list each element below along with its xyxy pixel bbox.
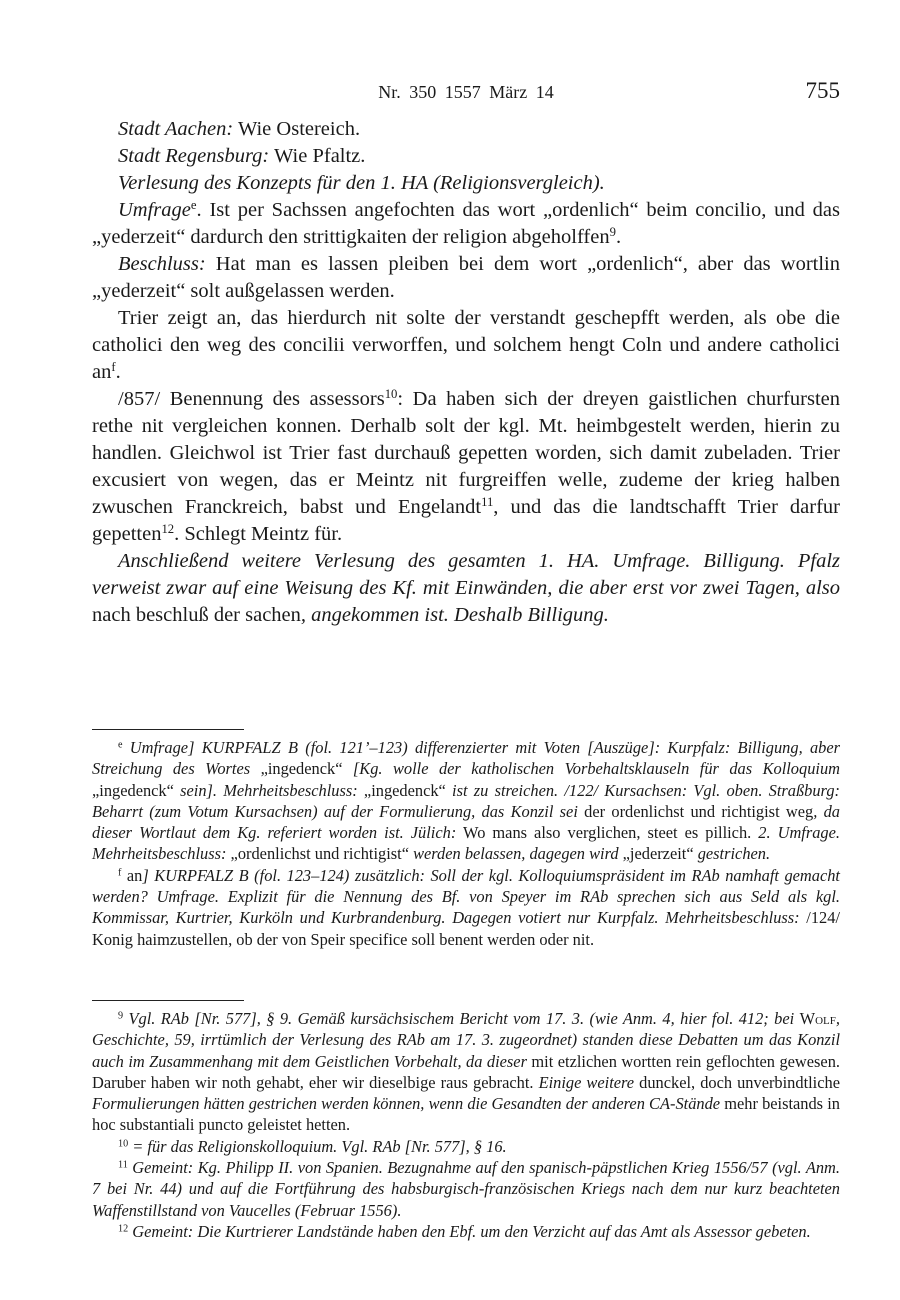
- text-segment: /857/ Benennung des assessors: [118, 388, 385, 410]
- italic-text: Anschließend weitere Verlesung des gesamten 1. HA. Umfrage. Billigung. Pfalz verweist zwar auf eine Weisung des Kf. mit Einwänden, die aber erst vor zwei Tagen, also: [92, 550, 840, 599]
- note-marker: 12: [161, 522, 175, 537]
- note-marker: f: [118, 867, 122, 879]
- note-marker: 10: [118, 1138, 129, 1150]
- text-segment: „ingedenck“: [363, 780, 446, 800]
- text-segment: Trier zeigt an, das hierdurch nit solte der verstandt geschepfft werden, als obe die catholici den weg des concilii verworffen, und solchem hengt Coln und andere catholici an: [92, 307, 840, 383]
- italic-text: ] KURPFALZ B (fol. 123–124) zusätzlich: Soll der kgl. Kolloquiumspräsident im RAb namhaft gemacht werden? Umfrage. Explizit für die Nennung des Bf. von Speyer im RAb sprechen sich aus Seld als kgl. Kommissar, Kurtrier, Kurköln und Kurbrandenburg. Dagegen votiert nur Kurpfalz. Mehrheitsbeschluss:: [92, 865, 840, 928]
- note-marker: 11: [481, 495, 494, 510]
- note-marker: 11: [118, 1159, 128, 1171]
- footnote: [92, 1008, 840, 1136]
- italic-text: Gemeint: Die Kurtrierer Landstände haben den Ebf. um den Verzicht auf das Amt als Assessor gebeten.: [128, 1221, 811, 1241]
- text-segment: der ordenlichst und richtigist weg: [577, 801, 814, 821]
- italic-text: , Geschichte, 59, irrtümlich der Verlesung des RAb am 17. 3. zugeordnet) standen diese Debatten um das Konzil auch im Zusammenhang mit dem Geistlichen Vorbehalt, da dieser: [92, 1009, 840, 1071]
- italic-text: Stadt Aachen:: [118, 118, 234, 140]
- text-segment: mit etzlichen wortten rein geflochten gewesen. Daruber haben wir noth gehabt, eher wir dieselbige raus gebracht.: [92, 1051, 840, 1092]
- italic-text: , da dieser Wortlaut dem Kg. referiert worden ist. Jülich:: [92, 801, 840, 843]
- text-segment: Wolf: [799, 1009, 836, 1028]
- textual-notes: [92, 729, 840, 950]
- main-text: [92, 116, 840, 629]
- page-number: 755: [805, 78, 840, 103]
- text-segment: dunckel, doch unverbindtliche: [634, 1072, 840, 1092]
- italic-text: sein]. Mehrheitsbeschluss:: [173, 780, 364, 800]
- italic-text: gestrichen.: [693, 844, 771, 864]
- italic-text: = für das Religionskolloquium. Vgl. RAb [Nr. 577], § 16.: [128, 1136, 507, 1156]
- italic-text: , angekommen ist. Deshalb Billigung.: [300, 604, 609, 626]
- italic-text: Umfrage: [118, 199, 191, 221]
- italic-text: Formulierungen hätten gestrichen werden können, wenn die Gesandten der anderen CA-Stände: [92, 1094, 721, 1114]
- footnote: [92, 1136, 840, 1157]
- running-title: Nr. 350 1557 März 14: [378, 82, 554, 102]
- paragraph: [92, 548, 840, 629]
- footnotes-body: [92, 1008, 840, 1242]
- italic-text: Stadt Regensburg:: [118, 145, 270, 167]
- paragraph: [92, 170, 840, 197]
- italic-text: 2. Umfrage. Mehrheitsbeschluss:: [92, 823, 841, 864]
- paragraph: [92, 251, 840, 305]
- italic-text: ist zu streichen. /122/ Kursachsen: Vgl. oben. Straßburg: Beharrt (zum Votum Kursachsen) auf der Formulierung, das Konzil sei: [92, 780, 840, 821]
- italic-text: Gemeint: Kg. Philipp II. von Spanien. Bezugnahme auf den spanisch-päpstlichen Krieg 1556/57 (vgl. Anm. 7 bei Nr. 44) und auf die Fortführung des habsburgisch-französischen Kriegs nach dem nur kurz beachteten Waffenstillstand von Vaucelles (Februar 1556).: [92, 1158, 840, 1220]
- text-segment: .: [115, 361, 121, 383]
- paragraph: [92, 197, 840, 251]
- italic-text: Verlesung des Konzepts für den 1. HA (Religionsvergleich).: [118, 172, 605, 194]
- text-segment: an: [121, 865, 143, 885]
- footnote: [92, 1157, 840, 1221]
- footnote: [92, 1221, 840, 1242]
- text-segment: Hat man es lassen pleiben bei dem wort „ordenlich“, aber das wortlin „yederzeit“ solt außgelassen werden.: [92, 253, 840, 302]
- italic-text: Umfrage] KURPFALZ B (fol. 121’–123) differenzierter mit Voten [Auszüge]: Kurpfalz: Billigung, aber Streichung des Wortes: [92, 738, 840, 779]
- italic-text: werden belassen, dagegen wird: [408, 844, 623, 864]
- text-segment: . Ist per Sachssen angefochten das wort „ordenlich“ beim concilio, und das „yederzeit“ dardurch den strittigkaiten der religion abgeholffen: [92, 199, 840, 248]
- footnotes: [92, 1000, 840, 1242]
- text-segment: „ingedenck“: [92, 780, 174, 800]
- italic-text: Beschluss:: [118, 253, 206, 275]
- paragraph: [92, 386, 840, 548]
- text-segment: Wie Pfaltz.: [269, 145, 366, 167]
- text-segment: . Schlegt Meintz für.: [174, 523, 343, 545]
- paragraph: [92, 116, 840, 143]
- paragraph: [92, 305, 840, 386]
- text-segment: : Da haben sich der dreyen gaistlichen churfursten rethe nit vergleichen konnen. Derhalb solt der kgl. Mt. heimbgestelt werden, hierin zu handlen. Gleichwol ist Trier fast durchauß gepetten worden, sich damit zubeladen. Trier excusiert von wegen, das er Meintz nit furgreiffen welle, zudeme der krieg halben zwuschen Franckreich, babst und Engelandt: [92, 388, 840, 518]
- text-segment: „jederzeit“: [622, 844, 694, 864]
- textual-note: [92, 865, 840, 950]
- footnote-rule: [92, 729, 244, 730]
- textual-notes-body: [92, 737, 840, 950]
- italic-text: [Kg. wolle der katholischen Vorbehaltsklauseln für das Kolloquium: [342, 759, 840, 779]
- italic-text: Vgl. RAb [Nr. 577], § 9. Gemäß kursächsischem Bericht vom 17. 3. (wie Anm. 4, hier fol. 412; bei: [123, 1009, 800, 1028]
- footnote-rule: [92, 1000, 244, 1001]
- note-marker: f: [111, 360, 116, 375]
- note-marker: e: [190, 198, 197, 213]
- text-segment: „ordenlichst und richtigist“: [230, 844, 409, 864]
- paragraph: [92, 143, 840, 170]
- text-segment: nach beschluß der sachen: [92, 604, 301, 626]
- running-header: [92, 78, 840, 108]
- note-marker: 10: [384, 387, 398, 402]
- text-segment: Wie Ostereich.: [233, 118, 361, 140]
- note-marker: 12: [118, 1223, 129, 1235]
- text-segment: Wo mans also verglichen, steet es pillich.: [456, 823, 752, 843]
- italic-text: Einige weitere: [533, 1072, 635, 1092]
- text-segment: „ingedenck“: [260, 759, 343, 779]
- note-marker: 9: [609, 225, 616, 240]
- note-marker: e: [118, 739, 123, 751]
- note-marker: 9: [118, 1010, 124, 1022]
- text-segment: mehr beistands in hoc substantiali puncto geleistet hetten.: [92, 1094, 840, 1135]
- text-segment: .: [615, 226, 622, 248]
- text-segment: , und das die landtschafft Trier darfur gepetten: [92, 496, 840, 545]
- text-segment: /124/ Konig haimzustellen, ob der von Speir specifice soll benent werden oder nit.: [92, 908, 841, 949]
- textual-note: [92, 737, 840, 865]
